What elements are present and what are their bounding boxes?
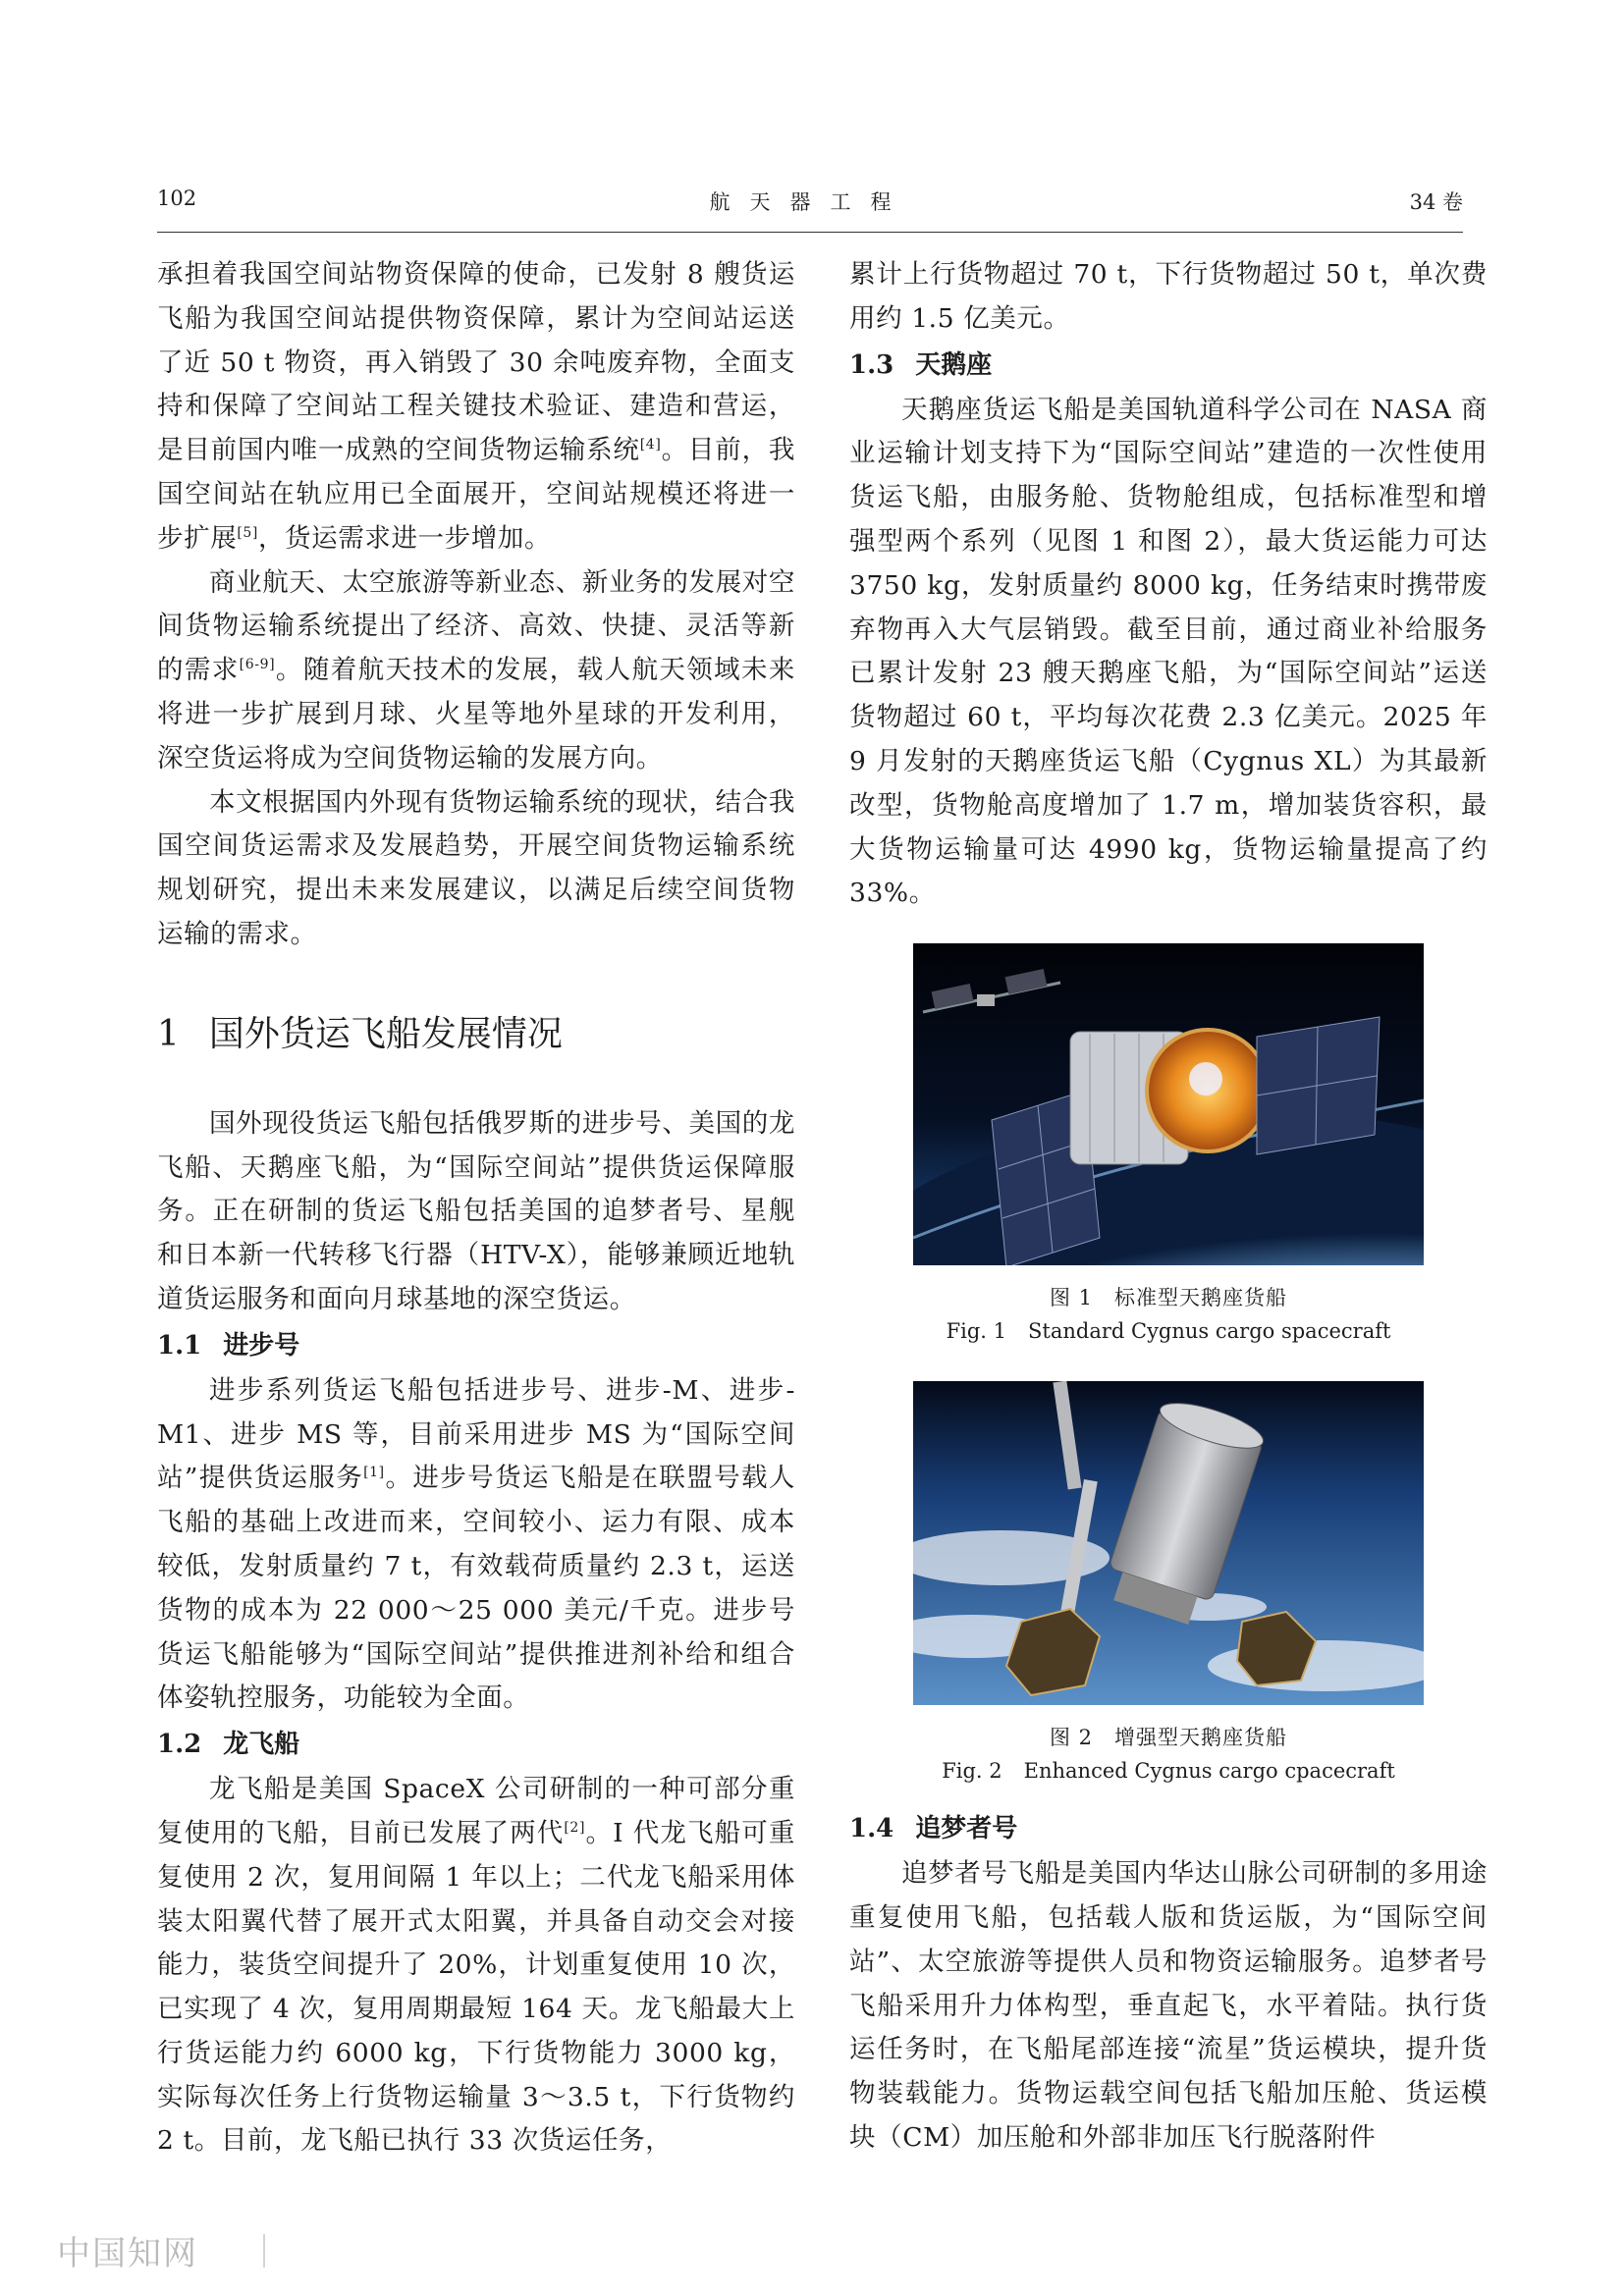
citation[interactable]: [1]: [363, 1465, 385, 1481]
paragraph: 天鹅座货运飞船是美国轨道科学公司在 NASA 商业运输计划支持下为“国际空间站”建造的一次性使用货运飞船，由服务舱、货物舱组成，包括标准型和增强型两个系列（见图 1 和图 2），最大货运能力可达 3750 kg，发射质量约 8000 kg，任务结束时携带废弃物再入大气层销毁。截至目前，通过商业补给服务已累计发射 23 艘天鹅座飞船，为“国际空间站”运送货物超过 60 t，平均每次花费 2.3 亿美元。2025 年 9 月发射的天鹅座货运飞船（Cygnus XL）为其最新改型，货物舱高度增加了 1.7 m，增加装货容积，最大货物运输量可达 4990 kg，货物运输量提高了约 33%。: [849, 394, 1488, 909]
subsection-heading: 1.3 天鹅座: [849, 349, 993, 380]
section-heading: 1 国外货运飞船发展情况: [157, 1013, 563, 1054]
cnki-watermark: 中国知网: [57, 2234, 198, 2273]
paragraph: 累计上行货物超过 70 t，下行货物超过 50 t，单次费用约 1.5 亿美元。: [849, 259, 1488, 334]
paragraph: 本文根据国内外现有货物运输系统的现状，结合我国空间货运需求及发展趋势，开展空间货物运输系统规划研究，提出未来发展建议，以满足后续空间货物运输的需求。: [157, 786, 795, 949]
subsection-heading: 1.4 追梦者号: [849, 1814, 1018, 1844]
citation[interactable]: [5]: [237, 524, 258, 541]
paragraph: 商业航天、太空旅游等新业态、新业务的发展对空间货物运输系统提出了经济、高效、快捷、灵活等新的需求[6-9]。随着航天技术的发展，载人航天领域未来将进一步扩展到月球、火星等地外星球的开发利用，深空货运将成为空间货物运输的发展方向。: [157, 566, 795, 774]
page-header: [157, 183, 1463, 233]
figure-2: [849, 1381, 1488, 1788]
paragraph: 进步系列货运飞船包括进步号、进步-M、进步-M1、进步 MS 等，目前采用进步 MS 为“国际空间站”提供货运服务[1]。进步号货运飞船是在联盟号载人飞船的基础上改进而来，空间较小、运力有限、成本较低，发射质量约 7 t，有效载荷质量约 2.3 t，运送货物的成本为 22 000～25 000 美元/千克。进步号货运飞船能够为“国际空间站”提供推进剂补给和组合体姿轨控服务，功能较为全面。: [157, 1374, 795, 1714]
right-column: [849, 253, 1488, 2161]
paragraph: 龙飞船是美国 SpaceX 公司研制的一种可部分重复使用的飞船，目前已发展了两代[2]。I 代龙飞船可重复使用 2 次，复用间隔 1 年以上；二代龙飞船采用体装太阳翼代替了展开式太阳翼，并具备自动交会对接能力，装货空间提升了 20%，计划重复使用 10 次，已实现了 4 次，复用周期最短 164 天。龙飞船最大上行货运能力约 6000 kg，下行货物能力 3000 kg，实际每次任务上行货物运输量 3～3.5 t，下行货物约 2 t。目前，龙飞船已执行 33 次货运任务，: [157, 1774, 796, 2157]
subsection-heading: 1.2 龙飞船: [157, 1730, 300, 1760]
citation[interactable]: [2]: [564, 1820, 586, 1837]
figure-caption-cn: 图 1 标准型天鹅座货船: [1049, 1286, 1288, 1310]
solar-array-right: [1257, 1017, 1380, 1154]
volume-label: 34 卷: [1409, 190, 1463, 214]
paragraph: 承担着我国空间站物资保障的使命，已发射 8 艘货运飞船为我国空间站提供物资保障，累计为空间站运送了近 50 t 物资，再入销毁了 30 余吨废弃物，全面支持和保障了空间站工程关键技术验证、建造和营运，是目前国内唯一成熟的空间货物运输系统[4]。目前，我国空间站在轨应用已全面展开，空间站规模还将进一步扩展[5]，货运需求进一步增加。: [157, 259, 795, 554]
journal-title: 航天器工程: [709, 190, 911, 214]
paragraph: 国外现役货运飞船包括俄罗斯的进步号、美国的龙飞船、天鹅座飞船，为“国际空间站”提供货运保障服务。正在研制的货运飞船包括美国的追梦者号、星舰和日本新一代转移飞行器（HTV-X），能够兼顾近地轨道货运服务和面向月球基地的深空货运。: [157, 1107, 795, 1314]
page-number: 102: [157, 187, 197, 210]
watermark-divider: [263, 2234, 265, 2268]
left-column: [157, 253, 795, 2163]
citation[interactable]: [4]: [639, 437, 662, 454]
citation[interactable]: [6-9]: [239, 657, 276, 673]
figure-1: [849, 943, 1488, 1348]
figure-caption-en: Fig. 2 Enhanced Cygnus cargo cpacecraft: [942, 1759, 1395, 1784]
cygnus-standard-image: [913, 943, 1424, 1265]
figure-caption-en: Fig. 1 Standard Cygnus cargo spacecraft: [946, 1319, 1391, 1344]
paragraph: 追梦者号飞船是美国内华达山脉公司研制的多用途重复使用飞船，包括载人版和货运版，为“国际空间站”、太空旅游等提供人员和物资运输服务。追梦者号飞船采用升力体构型，垂直起飞，水平着陆。执行货运任务时，在飞船尾部连接“流星”货运模块，提升货物装载能力。货物运载空间包括飞船加压舱、货运模块（CM）加压舱和外部非加压飞行脱落附件: [849, 1858, 1488, 2153]
subsection-heading: 1.1 进步号: [157, 1330, 300, 1361]
figure-caption-cn: 图 2 增强型天鹅座货船: [1049, 1726, 1288, 1750]
cygnus-enhanced-image: [913, 1381, 1424, 1705]
